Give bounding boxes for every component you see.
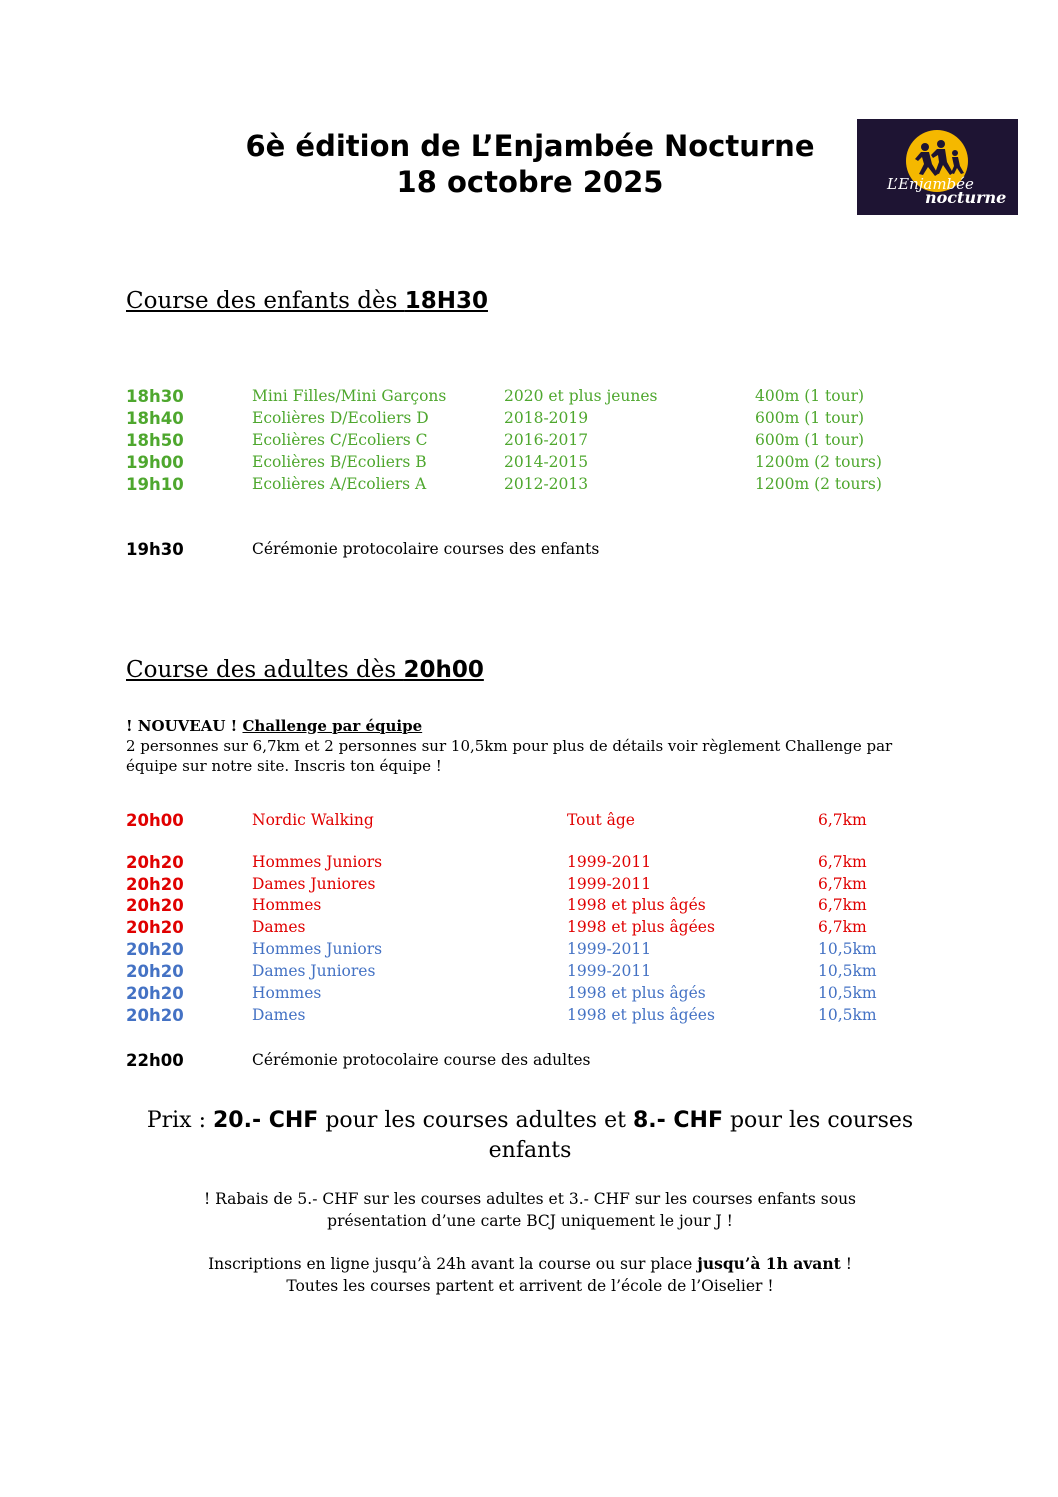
row-distance: 6,7km — [818, 918, 867, 936]
row-time: 19h10 — [126, 475, 184, 494]
row-category: Hommes — [252, 984, 322, 1002]
row-time: 20h20 — [126, 1006, 184, 1025]
title-line-2: 18 octobre 2025 — [396, 165, 664, 199]
start-location-line: Toutes les courses partent et arrivent de l’école de l’Oiselier ! — [286, 1277, 774, 1295]
row-years: 1998 et plus âgés — [567, 896, 706, 914]
title-line-1: 6è édition de L’Enjambée Nocturne — [245, 129, 815, 163]
row-category: Hommes — [252, 896, 322, 914]
kids-heading-time: 18H30 — [404, 288, 488, 314]
row-time: 20h20 — [126, 918, 184, 937]
adults-row — [0, 853, 1058, 875]
row-distance: 10,5km — [818, 984, 877, 1002]
row-time: 20h00 — [126, 811, 184, 830]
kids-row — [0, 475, 1058, 497]
price-block — [130, 1106, 930, 1166]
kids-row — [0, 387, 1058, 409]
kids-row — [0, 431, 1058, 453]
registration-note — [130, 1253, 930, 1297]
row-distance: 600m (1 tour) — [755, 431, 865, 449]
row-distance: 600m (1 tour) — [755, 409, 865, 427]
registration-prefix: Inscriptions en ligne jusqu’à 24h avant la course ou sur place — [208, 1255, 698, 1273]
challenge-text: 2 personnes sur 6,7km et 2 personnes sur 10,5km pour plus de détails voir règlement Challenge par équipe sur notre site. Inscris ton équipe ! — [126, 737, 893, 775]
row-years: 1998 et plus âgées — [567, 1006, 715, 1024]
row-distance: 1200m (2 tours) — [755, 453, 882, 471]
logo-text-2: nocturne — [925, 188, 1007, 207]
row-time: 20h20 — [126, 875, 184, 894]
ceremony-time: 19h30 — [126, 540, 184, 559]
registration-line — [130, 1253, 930, 1275]
row-years: 1999-2011 — [567, 962, 652, 980]
price-middle: pour les courses adultes et — [318, 1108, 633, 1133]
price-prefix: Prix : — [146, 1108, 213, 1133]
discount-line-2: présentation d’une carte BCJ uniquement le jour J ! — [327, 1212, 733, 1230]
row-time: 20h20 — [126, 962, 184, 981]
row-years: 2014-2015 — [504, 453, 589, 471]
adults-ceremony-row — [0, 1051, 1058, 1073]
challenge-label: Challenge par équipe — [242, 717, 423, 735]
row-years: 1999-2011 — [567, 875, 652, 893]
row-distance: 10,5km — [818, 1006, 877, 1024]
logo-text-1: L’Enjambée — [887, 175, 974, 193]
row-category: Dames — [252, 1006, 306, 1024]
adults-heading-time: 20h00 — [403, 657, 484, 683]
row-distance: 1200m (2 tours) — [755, 475, 882, 493]
row-distance: 6,7km — [818, 853, 867, 871]
row-category: Hommes Juniors — [252, 940, 383, 958]
row-years: Tout âge — [567, 811, 635, 829]
kids-section-heading — [126, 288, 488, 314]
row-category: Nordic Walking — [252, 811, 374, 829]
row-time: 20h20 — [126, 984, 184, 1003]
row-category: Dames — [252, 918, 306, 936]
page-title — [170, 128, 890, 200]
event-logo — [857, 119, 1018, 215]
row-years: 1998 et plus âgés — [567, 984, 706, 1002]
row-time: 20h20 — [126, 940, 184, 959]
row-category: Ecolières D/Ecoliers D — [252, 409, 429, 427]
kid-price: 8.- CHF — [632, 1108, 723, 1133]
adults-row — [0, 984, 1058, 1006]
row-category: Ecolières A/Ecoliers A — [252, 475, 427, 493]
ceremony-text: Cérémonie protocolaire courses des enfants — [252, 540, 600, 558]
row-category: Hommes Juniors — [252, 853, 383, 871]
ceremony-text: Cérémonie protocolaire course des adultes — [252, 1051, 591, 1069]
price-suffix: pour les courses enfants — [488, 1108, 914, 1163]
row-years: 2016-2017 — [504, 431, 589, 449]
row-distance: 6,7km — [818, 811, 867, 829]
row-years: 1999-2011 — [567, 853, 652, 871]
row-distance: 400m (1 tour) — [755, 387, 865, 405]
row-time: 19h00 — [126, 453, 184, 472]
row-years: 1998 et plus âgées — [567, 918, 715, 936]
adults-row — [0, 940, 1058, 962]
kids-ceremony-row — [0, 540, 1058, 562]
ceremony-time: 22h00 — [126, 1051, 184, 1070]
adults-section-heading — [126, 657, 484, 683]
row-years: 2020 et plus jeunes — [504, 387, 658, 405]
row-years: 2018-2019 — [504, 409, 589, 427]
adults-row — [0, 918, 1058, 940]
adults-heading-prefix: Course des adultes dès — [126, 657, 404, 683]
row-time: 20h20 — [126, 896, 184, 915]
discount-line-1: ! Rabais de 5.- CHF sur les courses adultes et 3.- CHF sur les courses enfants sous — [203, 1190, 857, 1208]
registration-deadline: jusqu’à 1h avant — [697, 1254, 841, 1273]
row-distance: 10,5km — [818, 940, 877, 958]
row-years: 1999-2011 — [567, 940, 652, 958]
adult-price: 20.- CHF — [212, 1108, 319, 1133]
kids-row — [0, 409, 1058, 431]
row-category: Dames Juniores — [252, 875, 376, 893]
registration-suffix: ! — [840, 1255, 852, 1273]
row-category: Dames Juniores — [252, 962, 376, 980]
kids-heading-prefix: Course des enfants dès — [126, 288, 405, 314]
adults-row — [0, 896, 1058, 918]
row-time: 18h40 — [126, 409, 184, 428]
row-distance: 6,7km — [818, 875, 867, 893]
row-time: 18h30 — [126, 387, 184, 406]
row-distance: 10,5km — [818, 962, 877, 980]
adults-row — [0, 962, 1058, 984]
row-category: Mini Filles/Mini Garçons — [252, 387, 447, 405]
discount-note — [130, 1188, 930, 1232]
row-time: 18h50 — [126, 431, 184, 450]
row-category: Ecolières B/Ecoliers B — [252, 453, 427, 471]
row-time: 20h20 — [126, 853, 184, 872]
adults-row — [0, 875, 1058, 897]
row-years: 2012-2013 — [504, 475, 589, 493]
row-distance: 6,7km — [818, 896, 867, 914]
challenge-block — [126, 716, 926, 776]
kids-row — [0, 453, 1058, 475]
new-label: ! NOUVEAU ! — [126, 717, 243, 735]
adults-row — [0, 1006, 1058, 1028]
row-category: Ecolières C/Ecoliers C — [252, 431, 428, 449]
challenge-heading — [126, 716, 926, 736]
adults-row — [0, 811, 1058, 833]
